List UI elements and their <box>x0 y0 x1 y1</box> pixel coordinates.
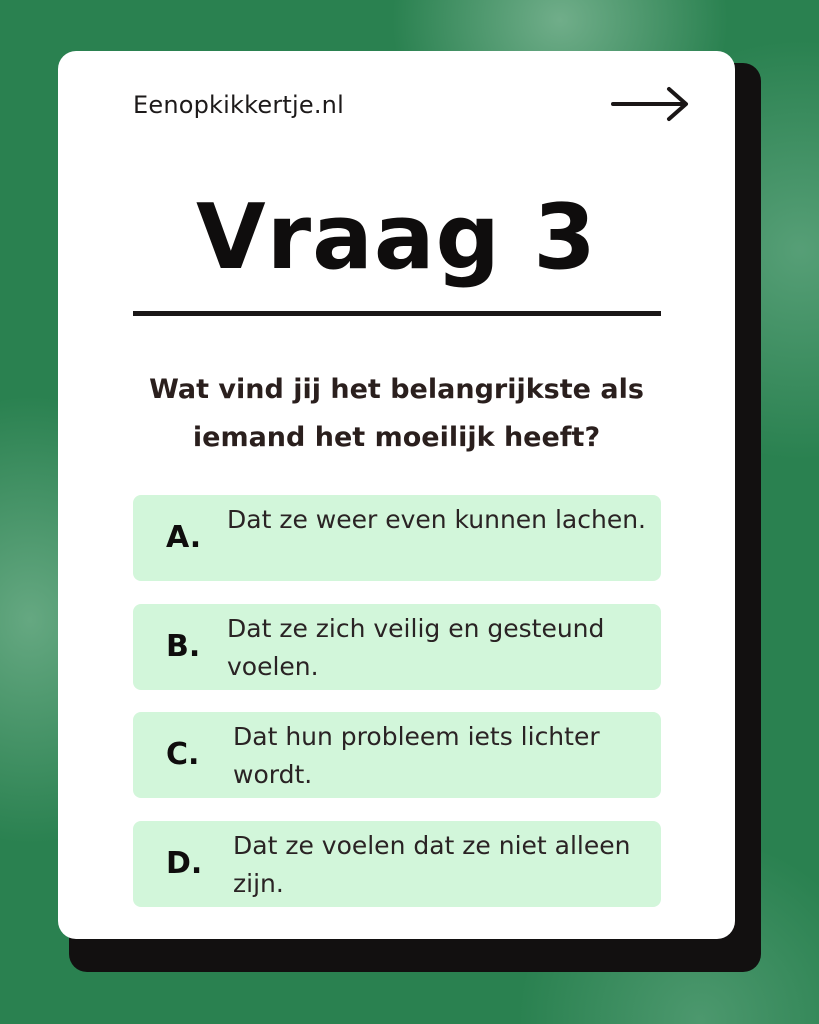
answer-option-c[interactable] <box>133 712 661 798</box>
question-title: Vraag 3 <box>196 185 597 290</box>
question-text: Wat vind jij het belangrijkste als iemand het moeilijk heeft? <box>149 374 644 453</box>
site-name: Eenopkikkertje.nl <box>133 91 344 119</box>
answer-option-a[interactable] <box>133 495 661 581</box>
option-text: Dat hun probleem iets lichter wordt. <box>233 722 600 789</box>
option-letter: A. <box>166 520 202 555</box>
option-letter: D. <box>166 846 203 881</box>
title-divider <box>133 311 661 316</box>
option-text: Dat ze weer even kunnen lachen. <box>227 505 646 534</box>
quiz-card <box>58 51 735 939</box>
option-text: Dat ze zich veilig en gesteund voelen. <box>227 614 605 681</box>
option-letter: C. <box>166 737 200 772</box>
answer-option-d[interactable] <box>133 821 661 907</box>
option-letter: B. <box>166 629 201 664</box>
answer-option-b[interactable] <box>133 604 661 690</box>
arrow-right-icon[interactable] <box>611 86 691 122</box>
option-text: Dat ze voelen dat ze niet alleen zijn. <box>233 831 631 898</box>
